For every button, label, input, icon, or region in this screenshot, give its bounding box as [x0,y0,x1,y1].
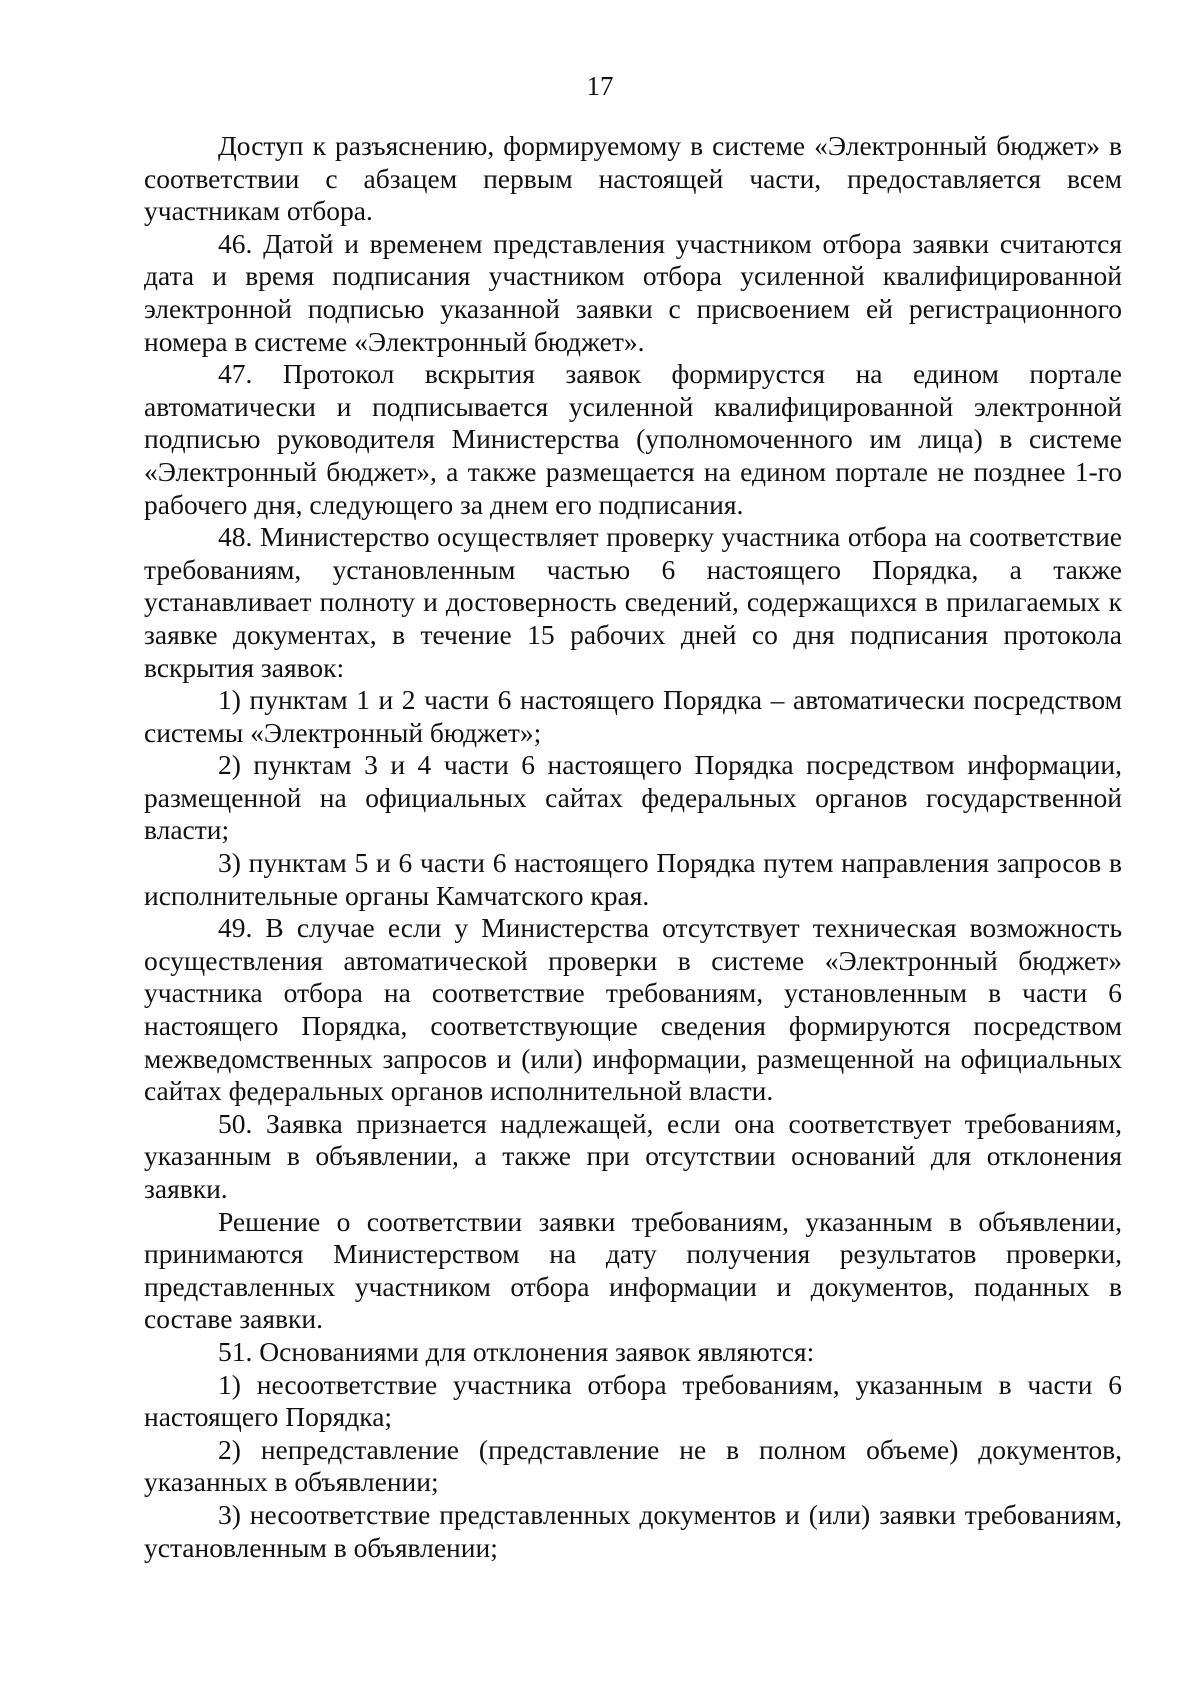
paragraph-46: 46. Датой и временем представления участником отбора заявки считаются дата и время подписания участником отбора усиленной квалифицированной электронной подписью указанной заявки с присвоением ей регистрационного номера в системе «Электронный бюджет». [144,227,1122,357]
paragraph-51: 51. Основаниями для отклонения заявок являются: [218,1335,815,1367]
paragraph-51-item-1: 1) несоответствие участника отбора требованиям, указанным в части 6 настоящего Порядка; [144,1368,1122,1433]
paragraph-48-item-3: 3) пунктам 5 и 6 части 6 настоящего Порядка путем направления запросов в исполнительные органы Камчатского края. [144,847,1122,911]
paragraph-access-clarification: Доступ к разъяснению, формируемому в системе «Электронный бюджет» в соответствии с абзацем первым настоящей части, предоставляется всем участникам отбора. [144,130,1122,227]
paragraph-47: 47. Протокол вскрытия заявок формирустся на едином портале автоматически и подписывается усиленной квалифицированной электронной подписью руководителя Министерства (уполномоченного им лица) в системе «Электронный бюджет», а также размещается на едином портале не позднее 1-го рабочего дня, следующего за днем его подписания. [144,358,1122,520]
paragraph-50: 50. Заявка признается надлежащей, если она соответствует требованиям, указанным в объявлении, а также при отсутствии оснований для отклонения заявки. [144,1107,1122,1204]
paragraph-51-item-3: 3) несоответствие представленных документов и (или) заявки требованиям, установленным в объявлении; [144,1498,1122,1563]
document-body [144,130,1122,1564]
paragraph-48: 48. Министерство осуществляет проверку участника отбора на соответствие требованиям, установленным частью 6 настоящего Порядка, а также устанавливает полноту и достоверность сведений, содержащихся в прилагаемых к заявке документах, в течение 15 рабочих дней со дня подписания протокола вскрытия заявок: [144,521,1122,683]
paragraph-48-item-2: 2) пунктам 3 и 4 части 6 настоящего Порядка посредством информации, размещенной на официальных сайтах федеральных органов государственной власти; [144,749,1122,846]
paragraph-48-item-1: 1) пунктам 1 и 2 части 6 настоящего Порядка – автоматически посредством системы «Электронный бюджет»; [144,684,1122,748]
paragraph-51-item-2: 2) непредставление (представление не в полном объеме) документов, указанных в объявлении; [144,1433,1122,1498]
paragraph-49: 49. В случае если у Министерства отсутствует техническая возможность осуществления автоматической проверки в системе «Электронный бюджет» участника отбора на соответствие требованиям, установленным в части 6 настоящего Порядка, соответствующие сведения формируются посредством межведомственных запросов и (или) информации, размещенной на официальных сайтах федеральных органов исполнительной власти. [144,912,1122,1107]
page-number: 17 [586,71,614,101]
paragraph-50-decision: Решение о соответствии заявки требованиям, указанным в объявлении, принимаются Министерством на дату получения результатов проверки, представленных участником отбора информации и документов, поданных в составе заявки. [144,1205,1122,1335]
